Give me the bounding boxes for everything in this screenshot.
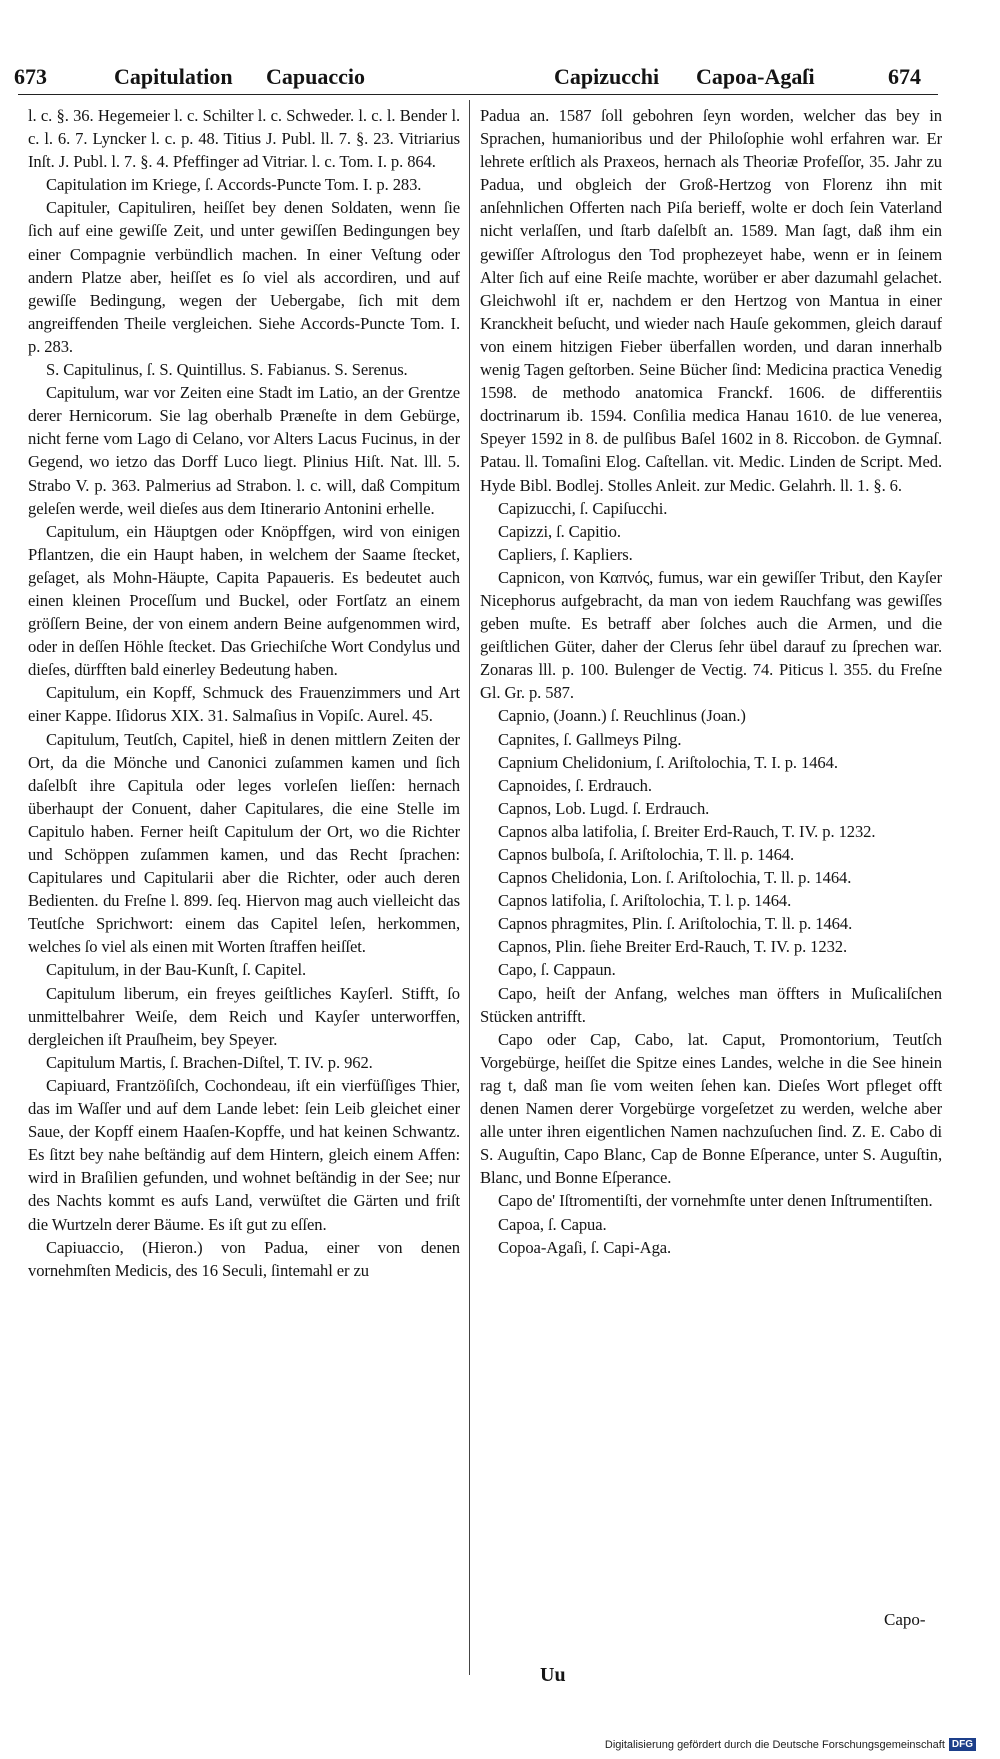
paragraph: Capnos latifolia, ſ. Ariſtolochia, T. l. p. 1464. bbox=[498, 891, 792, 911]
digitization-footer bbox=[605, 1738, 976, 1751]
paragraph: Capizucchi, ſ. Capiſucchi. bbox=[498, 498, 668, 518]
paragraph: Capo, heiſt der Anfang, welches man öffters in Muſicaliſchen Stücken antrifft. bbox=[480, 983, 942, 1026]
paragraph: Capituler, Capituliren, heiſſet bey denen Soldaten, wenn ſie ſich auf eine gewiſſe Zeit, und unter gewiſſen Bedingungen bey einer Compagnie verbündlich machen. In einer Veſtung oder andern Platze aber, heiſſet es ſo viel als accordiren, und auf gewiſſe Bedingung, wegen der Uebergabe, ſich mit dem angreiffenden Theile vergleichen. Siehe Accords-Puncte Tom. I. p. 283. bbox=[28, 198, 460, 356]
page-number-right: 674 bbox=[888, 64, 921, 89]
dfg-logo: DFG bbox=[949, 1738, 976, 1751]
page-number-left: 673 bbox=[14, 64, 47, 89]
paragraph: Capizzi, ſ. Capitio. bbox=[498, 521, 621, 541]
paragraph: Capitulum, in der Bau-Kunſt, ſ. Capitel. bbox=[46, 960, 307, 980]
running-head-word-2: Capuaccio bbox=[266, 64, 365, 89]
paragraph: Capoa, ſ. Capua. bbox=[498, 1214, 607, 1234]
paragraph: Capnos bulboſa, ſ. Ariſtolochia, T. ll. p. 1464. bbox=[498, 845, 795, 864]
paragraph: Capnos alba latifolia, ſ. Breiter Erd-Rauch, T. IV. p. 1232. bbox=[498, 821, 876, 841]
paragraph: Padua an. 1587 ſoll gebohren ſeyn worden, welcher das bey in Sprachen, humanioribus und der Philoſophie wohl erfahren war. Er lehrete erſtlich als Praxeos, hernach als Theoriæ Profeſſor, 35. Jahr zu Padua, und obgleich der Groß-Hertzog von Florenz ihn mit anſehnlichen Offerten nach Piſa berieff, wolte er doch ſein Vaterland nicht verlaſſen, und ſtarb daſelbſt an. 1589. Man ſagt, daß ihm ein gewiſſer Aſtrologus den Tod prophezeyet habe, wenn er in ſeinem Alter ſich auf eine Reiſe machte, worüber er aber dazumahl gelachet. Gleichwohl iſt er, nachdem er den Hertzog von Mantua in einer Kranckheit beſucht, und wieder nach Hauſe gekommen, gleich darauf von einem hitzigen Fieber überfallen worden, und daran innerhalb wenig Tagen geſtorben. Seine Bücher ſind: Medicina practica Venedig 1598. de methodo anatomica Franckf. 1606. de differentiis doctrinarum ib. 1594. Conſilia medica Hanau 1610. de lue venerea, Speyer 1592 in 8. de pulſibus Baſel 1602 in 8. Riccobon. de Gymnaſ. Patau. ll. Tomaſini Elog. Caſtellan. vit. Medic. Linden de Script. Med. Hyde Bibl. Bodlej. Stolles Anleit. zur Medic. Gelahrh. ll. 1. §. 6. bbox=[480, 106, 942, 495]
running-head bbox=[14, 64, 944, 94]
paragraph: Capnos, Lob. Lugd. ſ. Erdrauch. bbox=[498, 798, 710, 818]
paragraph: Capitulum, Teutſch, Capitel, hieß in denen mittlern Zeiten der Ort, da die Mönche und Canonici zuſammen kamen und ſich daſelbſt ihre Capitula oder leges vorleſen lieſſen: hernach überhaupt der Conuent, daher Capitulares, die eine Stelle im Capitulo haben. Ferner heiſt Capitulum der Ort, wo die Richter und Schöppen zuſammen kamen, und das Recht ſprachen: Capitulares und Capitularii aber die Richter, oder auch deren Bedienten. du Freſne l. 899. ſeq. Hiervon mag auch vielleicht das Teutſche Sprichwort: einem das Capitel leſen, herkommen, welches ſo viel als einen mit Worten ſtraffen heiſſet. bbox=[28, 729, 460, 957]
paragraph: Capnos, Plin. ſiehe Breiter Erd-Rauch, T. IV. p. 1232. bbox=[498, 937, 848, 957]
running-head-word-1: Capitulation bbox=[114, 64, 233, 89]
running-head-word-4: Capoa-Agaſi bbox=[696, 64, 815, 89]
paragraph: Capnium Chelidonium, ſ. Ariſtolochia, T. I. p. 1464. bbox=[498, 752, 838, 772]
paragraph: Capnites, ſ. Gallmeys Pilng. bbox=[498, 729, 682, 749]
running-head-word-3: Capizucchi bbox=[554, 64, 660, 89]
left-column bbox=[28, 104, 460, 1664]
paragraph: Capo de' Iſtromentiſti, der vornehmſte unter denen Inſtrumentiſten. bbox=[498, 1191, 933, 1211]
paragraph: Capo oder Cap, Cabo, lat. Caput, Promontorium, Teutſch Vorgebürge, heiſſet die Spitze eines Landes, welche in die See hinein rag t, daß man ſie vom weiten ſehen kan. Dieſes Wort pfleget offt denen Namen derer Vorgebürge vorgeſetzet zu werden, welche aber alle unter ihren eigentlichen Namen nachzuſuchen ſind. Z. E. Cabo di S. Auguſtin, Capo Blanc, Cap de Bonne Eſperance, unter S. Auguſtin, Blanc, und Bonne Eſperance. bbox=[480, 1029, 942, 1188]
paragraph: Capiuard, Frantzöſiſch, Cochondeau, iſt ein vierfüſſiges Thier, das im Waſſer und auf dem Lande lebet: ſein Leib gleichet einer Saue, der Kopff einem Haaſen-Kopffe, und hat keinen Schwantz. Es ſitzt bey nahe beſtändig auf dem Hintern, gleich einem Affen: wird in Braſilien gefunden, und wohnet beſtändig in der See; nur des Nachts kommt es aufs Land, verwüſtet die Gärten und friſt die Wurtzeln derer Bäume. Es iſt gut zu eſſen. bbox=[28, 1075, 460, 1234]
paragraph: Capitulum Martis, ſ. Brachen-Diſtel, T. IV. p. 962. bbox=[46, 1052, 373, 1072]
paragraph: Capitulum, ein Kopff, Schmuck des Frauenzimmers und Art einer Kappe. Iſidorus XIX. 31. Salmaſius in Vopiſc. Aurel. 45. bbox=[28, 683, 460, 726]
signature-mark: Uu bbox=[540, 1664, 566, 1686]
paragraph: Capnos phragmites, Plin. ſ. Ariſtolochia, T. ll. p. 1464. bbox=[498, 914, 853, 934]
paragraph: Copoa-Agaſi, ſ. Capi-Aga. bbox=[498, 1237, 672, 1257]
paragraph: Capnoides, ſ. Erdrauch. bbox=[498, 775, 652, 795]
paragraph: Capitulation im Kriege, ſ. Accords-Puncte Tom. I. p. 283. bbox=[46, 175, 422, 195]
paragraph: Capnio, (Joann.) ſ. Reuchlinus (Joan.) bbox=[498, 706, 746, 726]
paragraph: Capitulum, war vor Zeiten eine Stadt im Latio, an der Grentze derer Hernicorum. Sie lag oberhalb Præneſte in dem Gebürge, nicht ferne vom Lago di Celano, vor Alters Lacus Fucinus, in der Gegend, wo ietzo das Dorff Luco liegt. Plinius Hiſt. Nat. lll. 5. Strabo V. p. 363. Palmerius ad Strabon. l. c. will, daß Compitum geleſen werde, weil dieſes aus dem Itinerario Antonini erhelle. bbox=[28, 383, 460, 518]
paragraph: Capitulum liberum, ein freyes geiſtliches Kayſerl. Stifft, ſo unmittelbahrer Weiſe, dem Reich und Kayſer unterworffen, dergleichen iſt Prauſheim, bey Speyer. bbox=[28, 983, 460, 1049]
paragraph: Capo, ſ. Cappaun. bbox=[498, 960, 616, 980]
header-rule bbox=[18, 94, 938, 95]
paragraph: S. Capitulinus, ſ. S. Quintillus. S. Fabianus. S. Serenus. bbox=[46, 360, 408, 380]
paragraph: Capitulum, ein Häuptgen oder Knöpffgen, wird von einigen Pflantzen, die ein Haupt haben, in welchem der Saame ſtecket, geſaget, als Mohn-Häupte, Capita Papaueris. Es bedeutet auch einen kleinen Proceſſum und Buckel, oder Fortſatz an einem gröſſern Beine, der von einem andern Beine aufgenommen wird, oder in deſſen Höhle ſtecket. Das Griechiſche Wort Condylus und dieſes, dürfften bald einerley Bedeutung haben. bbox=[28, 521, 460, 680]
paragraph: Capnos Chelidonia, Lon. ſ. Ariſtolochia, T. ll. p. 1464. bbox=[498, 868, 852, 888]
paragraph: Capiuaccio, (Hieron.) von Padua, einer von denen vornehmſten Medicis, des 16 Seculi, ſintemahl er zu bbox=[28, 1237, 460, 1280]
paragraph: Capnicon, von Καπνός, fumus, war ein gewiſſer Tribut, den Kayſer Nicephorus aufgebracht, da man von iedem Rauchfang was gewiſſes geben muſte. Es betraff aber ſolches auch die Armen, und die geiſtlichen Güter, daher der Clerus ſehr übel darauf zu ſprechen war. Zonaras lll. p. 100. Bulenger de Vectig. 74. Piticus l. 355. du Freſne Gl. Gr. p. 587. bbox=[480, 567, 942, 703]
catchword: Capo- bbox=[884, 1610, 926, 1629]
paragraph: Capliers, ſ. Kapliers. bbox=[498, 544, 633, 564]
footer-text: Digitalisierung gefördert durch die Deutsche Forschungsgemeinschaft bbox=[604, 1738, 945, 1751]
column-divider bbox=[469, 100, 470, 1675]
paragraph: l. c. §. 36. Hegemeier l. c. Schilter l. c. Schweder. l. c. l. Bender l. c. l. 6. 7. Lyncker l. c. p. 48. Titius J. Publ. ll. 7. §. 23. Vitriarius Inſt. J. Publ. l. 7. §. 4. Pfeffinger ad Vitriar. l. c. Tom. I. p. 864. bbox=[28, 106, 460, 172]
right-column bbox=[480, 104, 942, 1664]
